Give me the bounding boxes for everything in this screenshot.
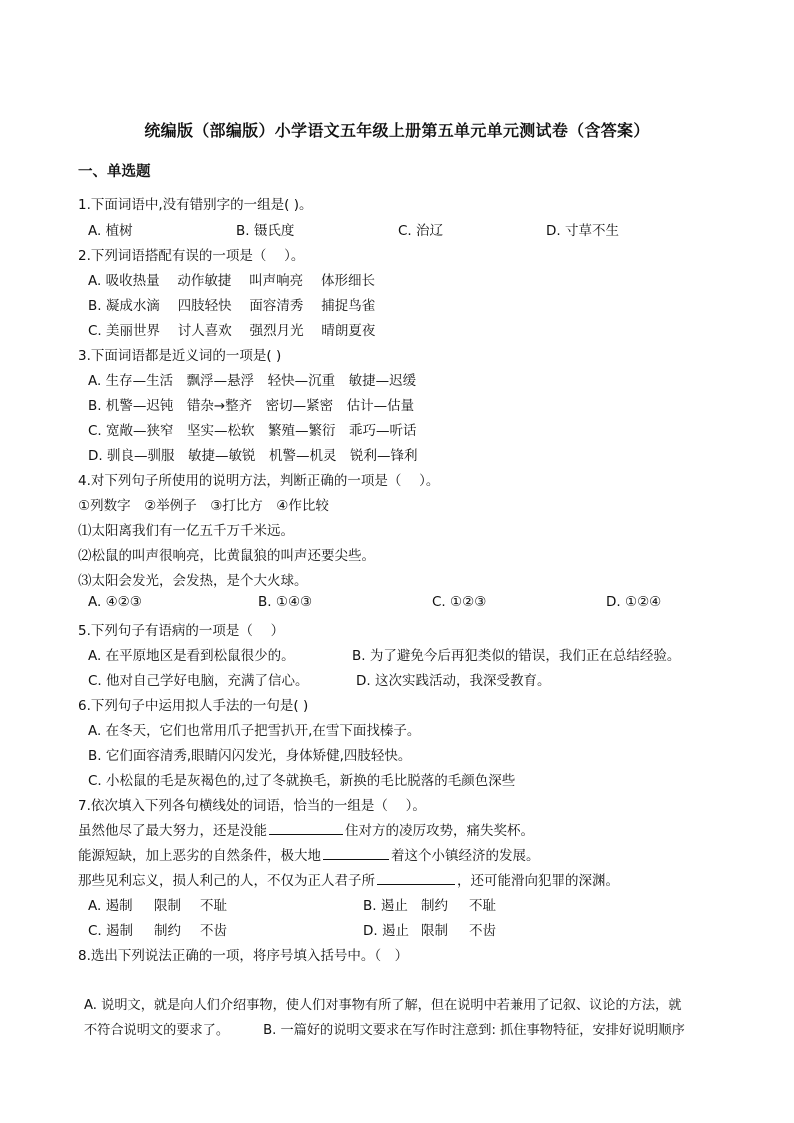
q3-option-d[interactable]: D. 驯良—驯服 敏捷—敏锐 机警—机灵 锐利—锋利 — [88, 448, 418, 464]
q7-option-d-word-3: 不齿 — [469, 923, 496, 939]
q6-option-b[interactable]: B. 它们面容清秀,眼睛闪闪发光，身体矫健,四肢轻快。 — [88, 748, 412, 764]
q4-option-c[interactable]: C. ①②③ — [432, 594, 487, 610]
q7-blank-1[interactable] — [269, 822, 343, 835]
question-5-stem: 5.下列句子有语病的一项是（ ） — [78, 623, 285, 639]
q5-option-d[interactable]: D. 这次实践活动，我深受教育。 — [356, 673, 551, 689]
q1-option-c[interactable]: C. 治辽 — [398, 223, 444, 239]
question-1-stem: 1.下面词语中,没有错别字的一组是( )。 — [78, 197, 313, 213]
q7-sentence-3-before: 那些见利忘义，损人利己的人，不仅为正人君子所 — [78, 873, 375, 889]
question-3-stem: 3.下面词语都是近义词的一项是( ) — [78, 348, 282, 364]
q7-option-d[interactable] — [363, 919, 496, 939]
q4-sentence-2: ⑵松鼠的叫声很响亮，比黄鼠狼的叫声还要尖些。 — [78, 548, 375, 564]
q7-option-c-word-2: 制约 — [154, 923, 181, 939]
q5-option-b[interactable]: B. 为了避免今后再犯类似的错误，我们正在总结经验。 — [352, 648, 681, 664]
q4-sentence-1: ⑴太阳离我们有一亿五千万千米远。 — [78, 523, 294, 539]
q7-option-c[interactable] — [88, 919, 227, 939]
q7-option-d-word-2: 限制 — [421, 923, 448, 939]
q7-sentence-2 — [78, 844, 540, 864]
q4-option-d[interactable]: D. ①②④ — [606, 594, 662, 610]
q7-option-a-word-2: 限制 — [154, 898, 181, 914]
question-4-stem: 4.对下列句子所使用的说明方法，判断正确的一项是（ ）。 — [78, 473, 440, 489]
question-8-stem: 8.选出下列说法正确的一项，将序号填入括号中。（ ） — [78, 948, 409, 964]
q7-sentence-3-after: ，还可能滑向犯罪的深渊。 — [457, 873, 619, 889]
q7-option-c-word-3: 不齿 — [200, 923, 227, 939]
q7-option-a-word-1: A. 遏制 — [88, 898, 133, 914]
page-title: 统编版（部编版）小学语文五年级上册第五单元单元测试卷（含答案） — [144, 121, 650, 140]
q1-option-b[interactable]: B. 镊氏度 — [236, 223, 295, 239]
question-2-stem: 2.下列词语搭配有误的一项是（ ）。 — [78, 248, 305, 264]
q7-option-c-word-1: C. 遏制 — [88, 923, 134, 939]
q7-option-b[interactable] — [363, 894, 496, 914]
q2-option-c[interactable]: C. 美丽世界 讨人喜欢 强烈月光 晴朗夏夜 — [88, 323, 376, 339]
q2-option-b[interactable]: B. 凝成水滴 四肢轻快 面容清秀 捕捉鸟雀 — [88, 298, 376, 314]
q7-option-d-word-1: D. 遏止 — [363, 923, 409, 939]
q7-sentence-2-after: 着这个小镇经济的发展。 — [391, 848, 540, 864]
q1-option-a[interactable]: A. 植树 — [88, 223, 133, 239]
q8-option-a-line-2[interactable]: 不符合说明文的要求了。 — [84, 1023, 230, 1038]
q7-option-b-word-1: B. 遏止 — [363, 898, 408, 914]
q7-sentence-1-after: 住对方的凌厉攻势，痛失奖杯。 — [345, 823, 534, 839]
q7-blank-2[interactable] — [323, 847, 389, 860]
q7-sentence-3 — [78, 869, 619, 889]
q1-option-d[interactable]: D. 寸草不生 — [546, 223, 619, 239]
q8-option-b[interactable]: B. 一篇好的说明文要求在写作时注意到: 抓住事物特征，安排好说明顺序 — [263, 1023, 685, 1038]
q5-option-c[interactable]: C. 他对自己学好电脑，充满了信心。 — [88, 673, 309, 689]
q4-option-b[interactable]: B. ①④③ — [258, 594, 313, 610]
question-6-stem: 6.下列句子中运用拟人手法的一句是( ) — [78, 698, 309, 714]
q8-option-a-line-1[interactable]: A. 说明文，就是向人们介绍事物，使人们对事物有所了解，但在说明中若兼用了记叙、议论的方法，就 — [84, 998, 682, 1013]
q7-blank-3[interactable] — [377, 872, 455, 885]
q7-sentence-1-before: 虽然他尽了最大努力，还是没能 — [78, 823, 267, 839]
q5-option-a[interactable]: A. 在平原地区是看到松鼠很少的。 — [88, 648, 295, 664]
q7-sentence-1 — [78, 819, 534, 839]
q6-option-a[interactable]: A. 在冬天，它们也常用爪子把雪扒开,在雪下面找榛子。 — [88, 723, 421, 739]
section-heading: 一、单选题 — [78, 164, 151, 180]
q7-sentence-2-before: 能源短缺，加上恶劣的自然条件，极大地 — [78, 848, 321, 864]
q3-option-c[interactable]: C. 宽敞—狭窄 坚实—松软 繁殖—繁衍 乖巧—听话 — [88, 423, 417, 439]
question-7-stem: 7.依次填入下列各句横线处的词语，恰当的一组是（ ）。 — [78, 798, 426, 814]
q3-option-a[interactable]: A. 生存—生活 飘浮—悬浮 轻快—沉重 敏捷—迟缓 — [88, 373, 417, 389]
q8-line-2 — [84, 1019, 685, 1038]
q7-option-a-word-3: 不耻 — [200, 898, 227, 914]
q4-sentence-3: ⑶太阳会发光，会发热，是个大火球。 — [78, 573, 308, 589]
q3-option-b[interactable]: B. 机警—迟钝 错杂→整齐 密切—紧密 估计—估量 — [88, 398, 415, 414]
q7-option-b-word-2: 制约 — [421, 898, 448, 914]
q6-option-c[interactable]: C. 小松鼠的毛是灰褐色的,过了冬就换毛，新换的毛比脱落的毛颜色深些 — [88, 773, 516, 789]
q4-methods: ①列数字 ②举例子 ③打比方 ④作比较 — [78, 498, 329, 514]
q2-option-a[interactable]: A. 吸收热量 动作敏捷 叫声响亮 体形细长 — [88, 273, 375, 289]
q7-option-a[interactable] — [88, 894, 227, 914]
q7-option-b-word-3: 不耻 — [469, 898, 496, 914]
q4-option-a[interactable]: A. ④②③ — [88, 594, 142, 610]
